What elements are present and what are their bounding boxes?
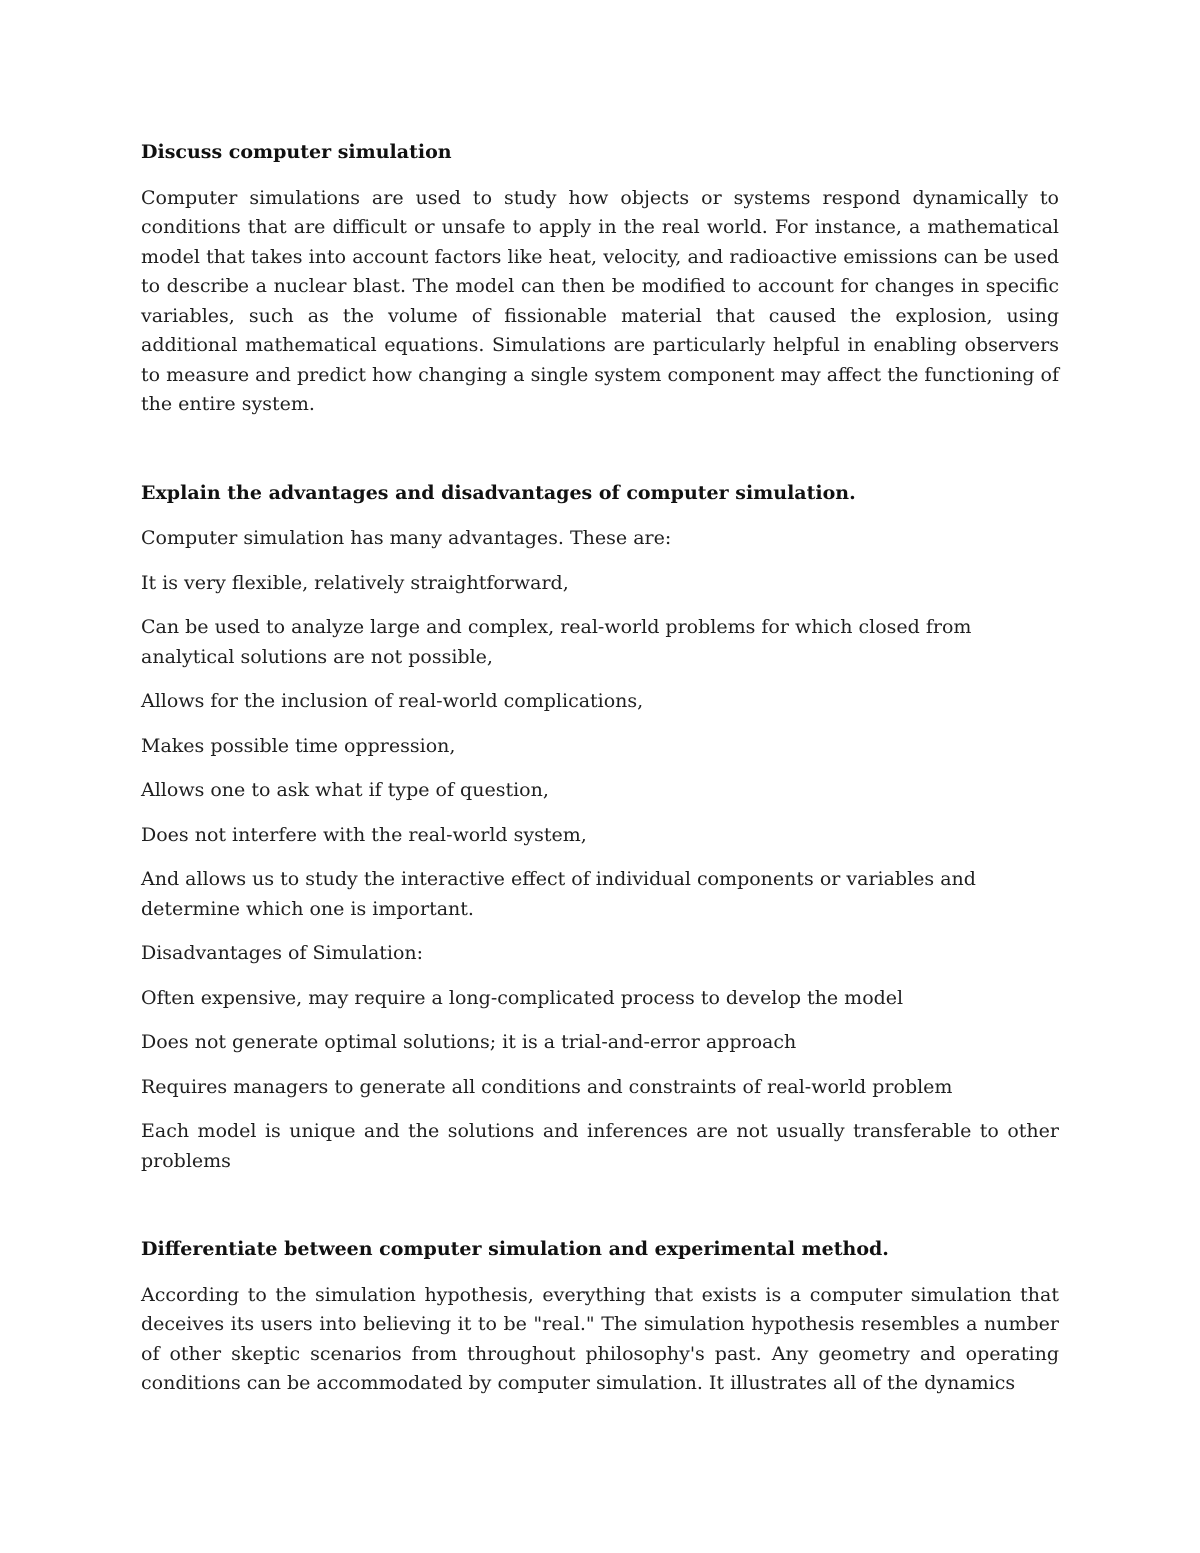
- paragraph-simulation-overview: Computer simulations are used to study how objects or systems respond dynamically to conditions that are difficult or unsafe to apply in the real world. For instance, a mathematical model that takes into account factors like heat, velocity, and radioactive emissions can be used to describe a nuclear blast. The model can then be modified to account for changes in specific variables, such as the volume of fissionable material that caused the explosion, using additional mathematical equations. Simulations are particularly helpful in enabling observers to measure and predict how changing a single system component may affect the functioning of the entire system.: [141, 186, 1059, 415]
- advantage-item: And allows us to study the interactive effect of individual components or variables and determine which one is important.: [141, 868, 976, 920]
- disadvantage-item: Requires managers to generate all conditions and constraints of real-world problem: [141, 1075, 953, 1098]
- disadvantage-item: Often expensive, may require a long-complicated process to develop the model: [141, 986, 904, 1009]
- advantage-item: Allows one to ask what if type of question,: [141, 779, 549, 801]
- disadvantage-item: Each model is unique and the solutions and inferences are not usually transferable to other problems: [141, 1120, 1059, 1172]
- heading-discuss-simulation: Discuss computer simulation: [141, 141, 452, 163]
- heading-advantages-disadvantages: Explain the advantages and disadvantages of computer simulation.: [141, 481, 856, 504]
- advantage-item: Does not interfere with the real-world system,: [141, 823, 587, 846]
- paragraph-simulation-hypothesis: According to the simulation hypothesis, everything that exists is a computer simulation that deceives its users into believing it to be "real." The simulation hypothesis resembles a number of other skeptic scenarios from throughout philosophy's past. Any geometry and operating conditions can be accommodated by computer simulation. It illustrates all of the dynamics: [141, 1283, 1059, 1394]
- disadvantage-item: Does not generate optimal solutions; it is a trial-and-error approach: [141, 1031, 797, 1053]
- advantage-item: Makes possible time oppression,: [141, 734, 456, 757]
- advantage-item: Allows for the inclusion of real-world complications,: [141, 690, 644, 712]
- advantages-intro: Computer simulation has many advantages. These are:: [141, 527, 672, 549]
- advantage-item: It is very flexible, relatively straightforward,: [141, 571, 569, 594]
- document-page: [141, 138, 1059, 1414]
- heading-simulation-vs-experimental: Differentiate between computer simulation and experimental method.: [141, 1238, 889, 1260]
- disadvantages-intro: Disadvantages of Simulation:: [141, 942, 424, 964]
- advantage-item: Can be used to analyze large and complex, real-world problems for which closed from analytical solutions are not possible,: [141, 616, 972, 668]
